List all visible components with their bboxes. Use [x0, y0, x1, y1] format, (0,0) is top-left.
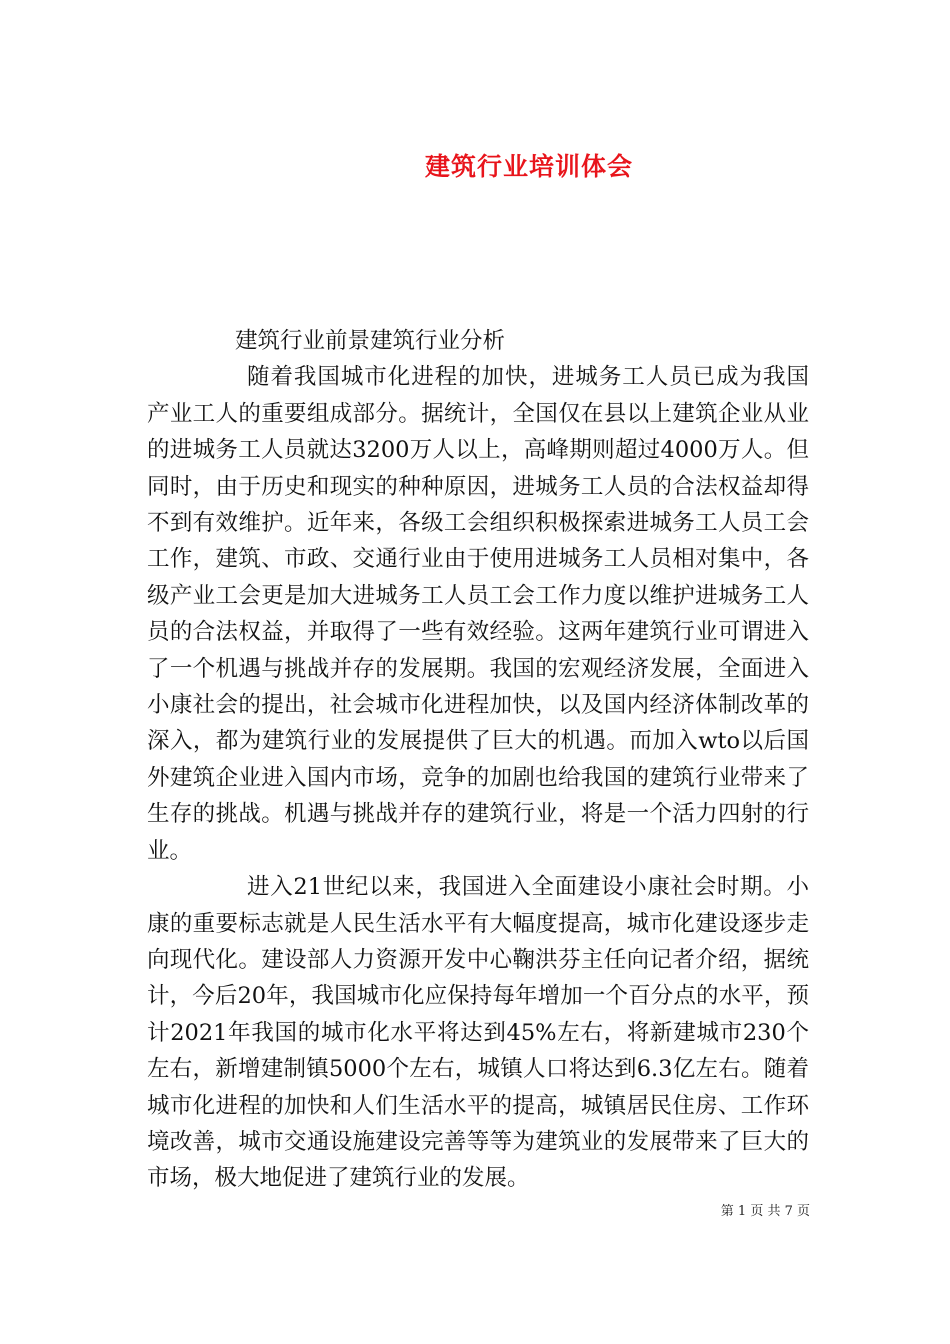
document-subtitle: 建筑行业前景建筑行业分析 [235, 328, 506, 354]
page-number-footer: 第 1 页 共 7 页 [720, 1204, 810, 1219]
page-title: 建筑行业培训体会 [424, 151, 633, 181]
body-paragraph: 进入21世纪以来，我国进入全面建设小康社会时期。小康的重要标志就是人民生活水平有大幅度提高，城市化建设逐步走向现代化。建设部人力资源开发中心鞠洪芬主任向记者介绍，据统计，今后20年，我国城市化应保持每年增加一个百分点的水平，预计2021年我国的城市化水平将达到45%左右，将新建城市230个左右，新增建制镇5000个左右，城镇人口将达到6.3亿左右。随着城市化进程的加快和人们生活水平的提高，城镇居民住房、工作环境改善，城市交通设施建设完善等等为建筑业的发展带来了巨大的市场，极大地促进了建筑行业的发展。 [147, 874, 809, 1192]
document-body [147, 323, 809, 1197]
body-paragraph: 随着我国城市化进程的加快，进城务工人员已成为我国产业工人的重要组成部分。据统计，全国仅在县以上建筑企业从业的进城务工人员就达3200万人以上，高峰期则超过4000万人。但同时，由于历史和现实的种种原因，进城务工人员的合法权益却得不到有效维护。近年来，各级工会组织积极探索进城务工人员工会工作，建筑、市政、交通行业由于使用进城务工人员相对集中，各级产业工会更是加大进城务工人员工会工作力度以维护进城务工人员的合法权益，并取得了一些有效经验。这两年建筑行业可谓进入了一个机遇与挑战并存的发展期。我国的宏观经济发展，全面进入小康社会的提出，社会城市化进程加快，以及国内经济体制改革的深入，都为建筑行业的发展提供了巨大的机遇。而加入wto以后国外建筑企业进入国内市场，竞争的加剧也给我国的建筑行业带来了生存的挑战。机遇与挑战并存的建筑行业，将是一个活力四射的行业。 [147, 364, 809, 864]
